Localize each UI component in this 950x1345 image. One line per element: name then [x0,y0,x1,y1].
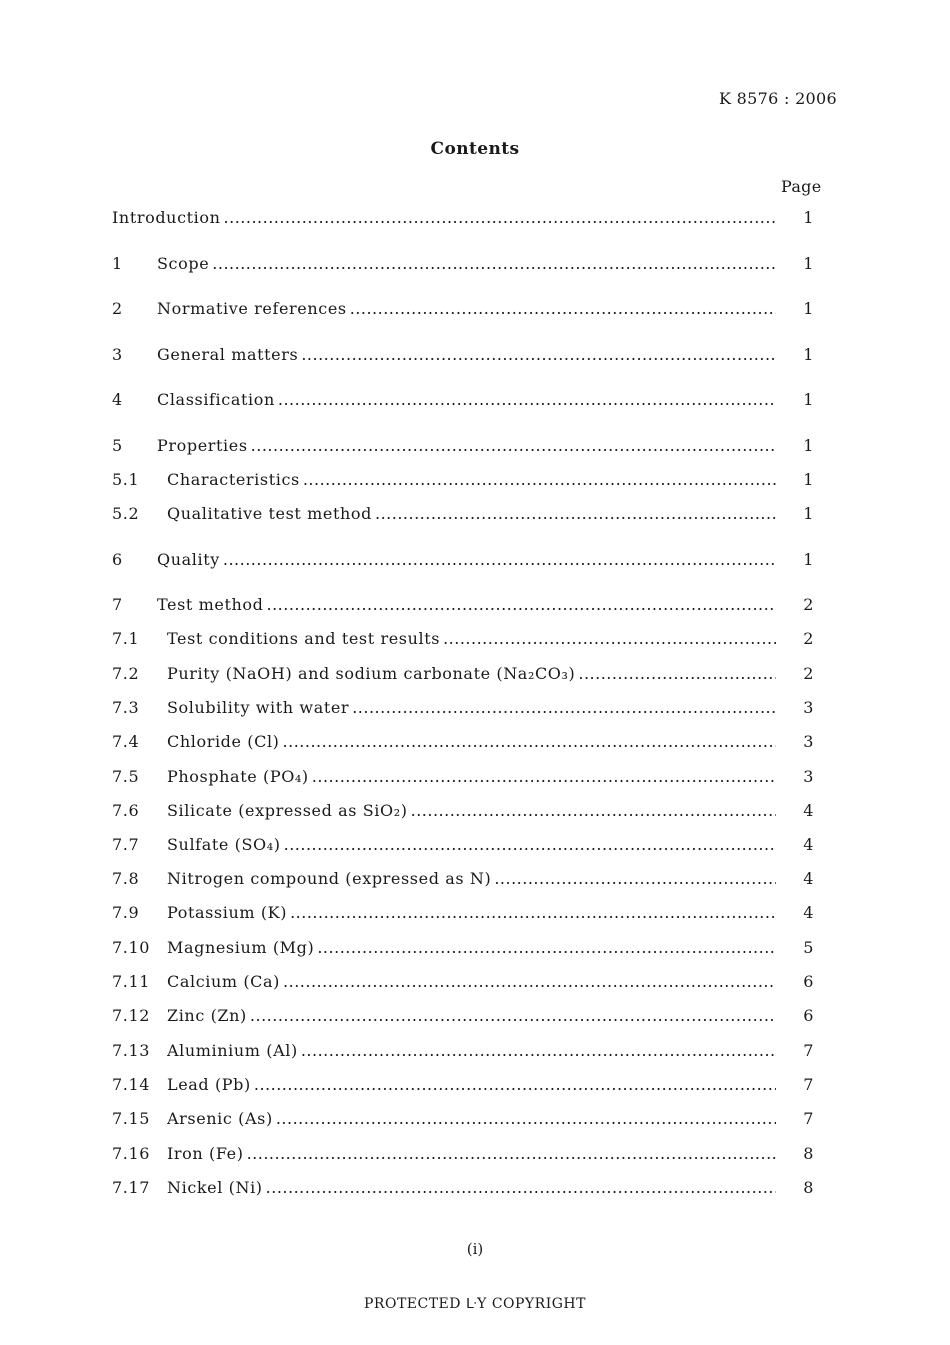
dot-leader [312,767,776,786]
toc-entry-page: 1 [803,390,814,409]
toc-entry[interactable] [112,972,822,994]
toc-entry-title: Chloride (Cl) [167,732,283,751]
toc-entry-number: 7.7 [112,835,140,854]
toc-entry[interactable] [112,869,822,891]
toc-entry-title: Arsenic (As) [167,1109,276,1128]
toc-entry-page: 6 [803,1006,814,1025]
dot-leader [301,345,776,364]
toc-entry[interactable] [112,299,822,321]
toc-entry-page: 3 [803,698,814,717]
dot-leader [266,595,776,614]
toc-entry[interactable] [112,767,822,789]
dot-leader [578,664,776,683]
toc-entry[interactable] [112,835,822,857]
toc-entry[interactable] [112,1109,822,1131]
toc-entry-page: 7 [803,1075,814,1094]
toc-entry-number: 7.12 [112,1006,151,1025]
toc-entry-page: 7 [803,1041,814,1060]
dot-leader [317,938,776,957]
dot-leader [301,1041,776,1060]
toc-entry-page: 3 [803,732,814,751]
toc-entry-number: 7.11 [112,972,151,991]
toc-entry-page: 1 [803,254,814,273]
toc-entry-number: 1 [112,254,123,273]
toc-entry-page: 1 [803,299,814,318]
dot-leader [251,436,776,455]
toc-entry-number: 7.16 [112,1144,151,1163]
toc-entry[interactable] [112,470,822,492]
toc-entry-number: 7.5 [112,767,140,786]
toc-entry[interactable] [112,1075,822,1097]
toc-entry-page: 1 [803,208,814,227]
dot-leader [443,629,776,648]
toc-entry-title: Test conditions and test results [167,629,443,648]
toc-entry-title: Calcium (Ca) [167,972,283,991]
toc-entry-page: 4 [803,801,814,820]
toc-entry[interactable] [112,801,822,823]
toc-entry-title: Characteristics [167,470,303,489]
toc-entry-number: 7.2 [112,664,140,683]
toc-entry-page: 6 [803,972,814,991]
toc-entry-title: Silicate (expressed as SiO₂) [167,801,411,820]
toc-entry-number: 7.14 [112,1075,151,1094]
toc-entry-number: 6 [112,550,123,569]
dot-leader [350,299,776,318]
copyright-footer: PROTECTED ᒷY COPYRIGHT [364,1296,586,1312]
toc-entry-title: Aluminium (Al) [167,1041,301,1060]
toc-entry-title: Phosphate (PO₄) [167,767,312,786]
toc-entry-page: 1 [803,345,814,364]
toc-entry[interactable] [112,595,822,617]
toc-entry-title: Quality [157,550,223,569]
toc-entry-page: 8 [803,1144,814,1163]
toc-entry-page: 2 [803,629,814,648]
toc-entry-number: 7.17 [112,1178,151,1197]
toc-entry-number: 2 [112,299,123,318]
toc-entry-page: 1 [803,550,814,569]
dot-leader [276,1109,776,1128]
toc-entry[interactable] [112,732,822,754]
toc-entry[interactable] [112,629,822,651]
toc-entry-title: Solubility with water [167,698,352,717]
toc-entry-number: 4 [112,390,123,409]
toc-entry[interactable] [112,504,822,526]
dot-leader [250,1006,776,1025]
toc-entry-title: General matters [157,345,301,364]
toc-entry-number: 7.6 [112,801,140,820]
toc-entry-number: 7.4 [112,732,140,751]
toc-entry-number: 7.1 [112,629,140,648]
dot-leader [375,504,776,523]
toc-entry-title: Nickel (Ni) [167,1178,266,1197]
toc-entry[interactable] [112,208,822,230]
dot-leader [223,550,776,569]
toc-entry-number: 5.1 [112,470,140,489]
toc-entry-page: 4 [803,869,814,888]
dot-leader [224,208,776,227]
toc-entry-page: 1 [803,470,814,489]
toc-entry[interactable] [112,1178,822,1200]
toc-entry[interactable] [112,390,822,412]
toc-entry-title: Magnesium (Mg) [167,938,317,957]
toc-entry-title: Introduction [112,208,224,227]
dot-leader [352,698,776,717]
toc-entry-title: Properties [157,436,251,455]
toc-entry-title: Sulfate (SO₄) [167,835,284,854]
toc-entry[interactable] [112,1144,822,1166]
toc-entry-page: 1 [803,504,814,523]
toc-entry-page: 2 [803,664,814,683]
toc-entry-title: Zinc (Zn) [167,1006,250,1025]
toc-entry-number: 5.2 [112,504,140,523]
toc-entry-title: Nitrogen compound (expressed as N) [167,869,494,888]
toc-entry[interactable] [112,550,822,572]
dot-leader [266,1178,776,1197]
toc-entry-title: Iron (Fe) [167,1144,247,1163]
toc-entry-title: Classification [157,390,278,409]
dot-leader [411,801,776,820]
page-folio: (i) [466,1240,484,1258]
dot-leader [283,732,776,751]
dot-leader [284,835,776,854]
toc-entry-number: 5 [112,436,123,455]
toc-entry-title: Scope [157,254,212,273]
toc-entry[interactable] [112,1006,822,1028]
toc-entry-number: 7.10 [112,938,151,957]
toc-entry-number: 7.15 [112,1109,151,1128]
dot-leader [494,869,776,888]
toc-entry-number: 3 [112,345,123,364]
dot-leader [303,470,776,489]
toc-entry-title: Lead (Pb) [167,1075,254,1094]
toc-entry-page: 4 [803,835,814,854]
toc-entry-number: 7 [112,595,123,614]
toc-entry-title: Test method [157,595,266,614]
toc-entry-number: 7.13 [112,1041,151,1060]
toc-entry[interactable] [112,345,822,367]
toc-entry-number: 7.8 [112,869,140,888]
toc-entry[interactable] [112,254,822,276]
dot-leader [283,972,776,991]
toc-entry-page: 3 [803,767,814,786]
toc-entry[interactable] [112,436,822,458]
toc-entry-title: Potassium (K) [167,903,290,922]
page-title: Contents [430,139,520,159]
toc-entry-number: 7.3 [112,698,140,717]
toc-entry[interactable] [112,664,822,686]
toc-entry-page: 8 [803,1178,814,1197]
toc-entry[interactable] [112,698,822,720]
toc-entry-page: 2 [803,595,814,614]
toc-entry-number: 7.9 [112,903,140,922]
dot-leader [278,390,776,409]
toc-entry-page: 7 [803,1109,814,1128]
dot-leader [247,1144,776,1163]
standard-id: K 8576 : 2006 [719,89,837,108]
toc-entry-title: Normative references [157,299,350,318]
dot-leader [254,1075,776,1094]
page-column-header: Page [781,177,822,196]
toc-entry-title: Purity (NaOH) and sodium carbonate (Na₂CO₃) [167,664,578,683]
toc-entry-page: 5 [803,938,814,957]
toc-entry[interactable] [112,903,822,925]
dot-leader [212,254,776,273]
toc-entry-title: Qualitative test method [167,504,375,523]
toc-entry[interactable] [112,938,822,960]
toc-entry-page: 4 [803,903,814,922]
toc-entry[interactable] [112,1041,822,1063]
toc-entry-page: 1 [803,436,814,455]
dot-leader [290,903,776,922]
